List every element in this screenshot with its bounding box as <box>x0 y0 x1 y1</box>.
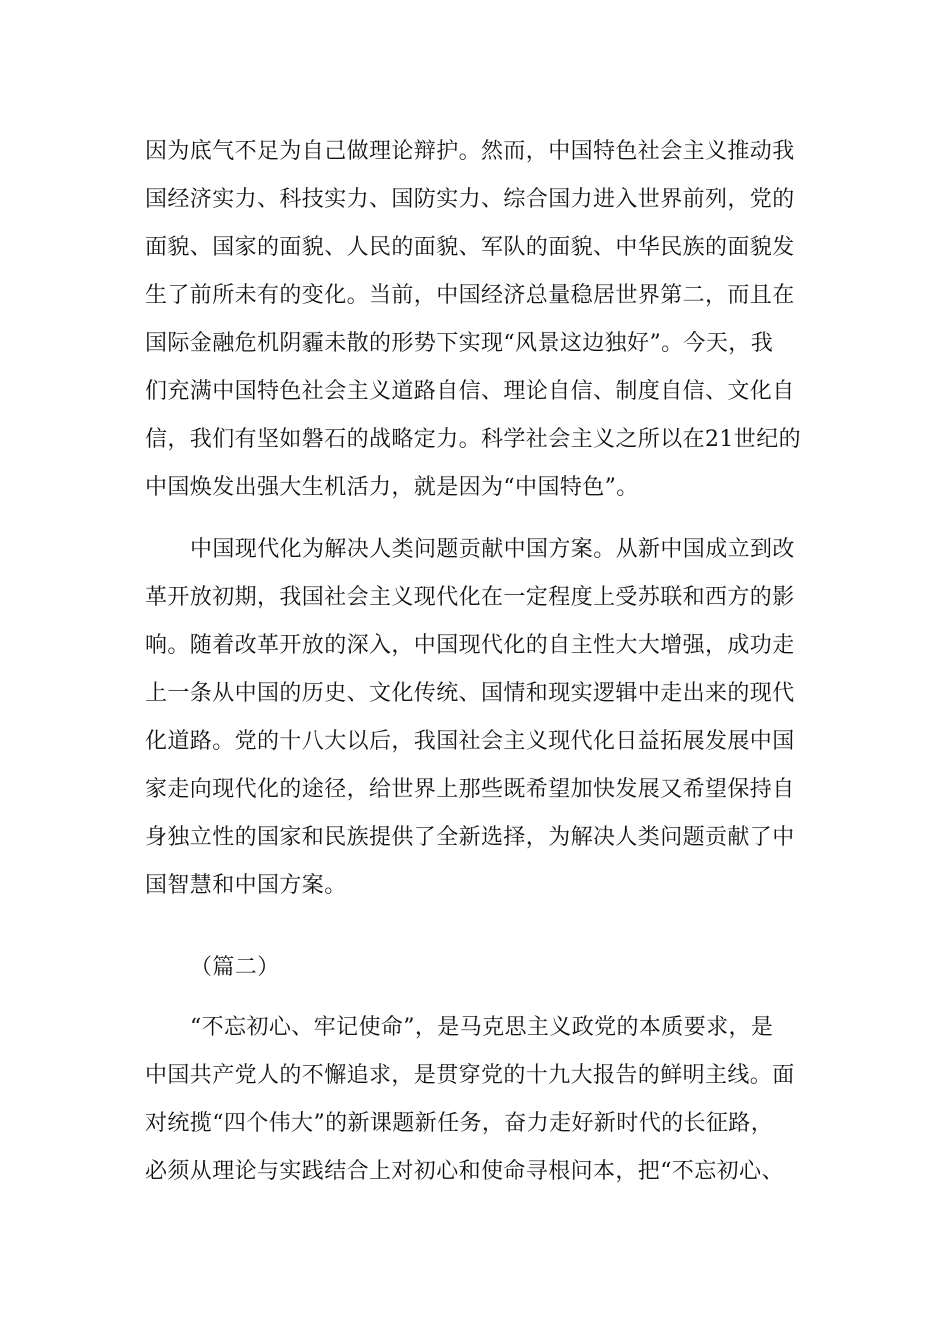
text-line: 中国共产党人的不懈追求，是贯穿党的十九大报告的鲜明主线。面 <box>145 1063 795 1088</box>
text-line: 信，我们有坚如磐石的战略定力。科学社会主义之所以在21世纪的 <box>145 427 801 452</box>
text-line: 革开放初期，我国社会主义现代化在一定程度上受苏联和西方的影 <box>145 585 795 610</box>
text-line: “不忘初心、牢记使命”，是马克思主义政党的本质要求，是 <box>190 1015 774 1040</box>
text-line: 化道路。党的十八大以后，我国社会主义现代化日益拓展发展中国 <box>145 729 795 754</box>
text-line: 生了前所未有的变化。当前，中国经济总量稳居世界第二，而且在 <box>145 283 795 308</box>
text-line: 国智慧和中国方案。 <box>145 873 347 898</box>
text-line: 对统揽“四个伟大”的新课题新任务，奋力走好新时代的长征路， <box>145 1111 774 1136</box>
text-line: 国际金融危机阴霾未散的形势下实现“风景这边独好”。今天，我 <box>145 331 774 356</box>
text-line: 面貌、国家的面貌、人民的面貌、军队的面貌、中华民族的面貌发 <box>145 235 795 260</box>
text-line: 身独立性的国家和民族提供了全新选择，为解决人类问题贡献了中 <box>145 825 795 850</box>
text-line: 中国现代化为解决人类问题贡献中国方案。从新中国成立到改 <box>190 537 795 562</box>
section-heading: （篇二） <box>190 955 280 980</box>
text-line: 上一条从中国的历史、文化传统、国情和现实逻辑中走出来的现代 <box>145 681 795 706</box>
text-line: 家走向现代化的途径，给世界上那些既希望加快发展又希望保持自 <box>145 777 795 802</box>
text-line: 必须从理论与实践结合上对初心和使命寻根问本，把“不忘初心、 <box>145 1159 784 1184</box>
text-line: 中国焕发出强大生机活力，就是因为“中国特色”。 <box>145 475 639 500</box>
text-line: 们充满中国特色社会主义道路自信、理论自信、制度自信、文化自 <box>145 379 795 404</box>
text-line: 响。随着改革开放的深入，中国现代化的自主性大大增强，成功走 <box>145 633 795 658</box>
text-line: 因为底气不足为自己做理论辩护。然而，中国特色社会主义推动我 <box>145 139 795 164</box>
text-line: 国经济实力、科技实力、国防实力、综合国力进入世界前列，党的 <box>145 187 795 212</box>
